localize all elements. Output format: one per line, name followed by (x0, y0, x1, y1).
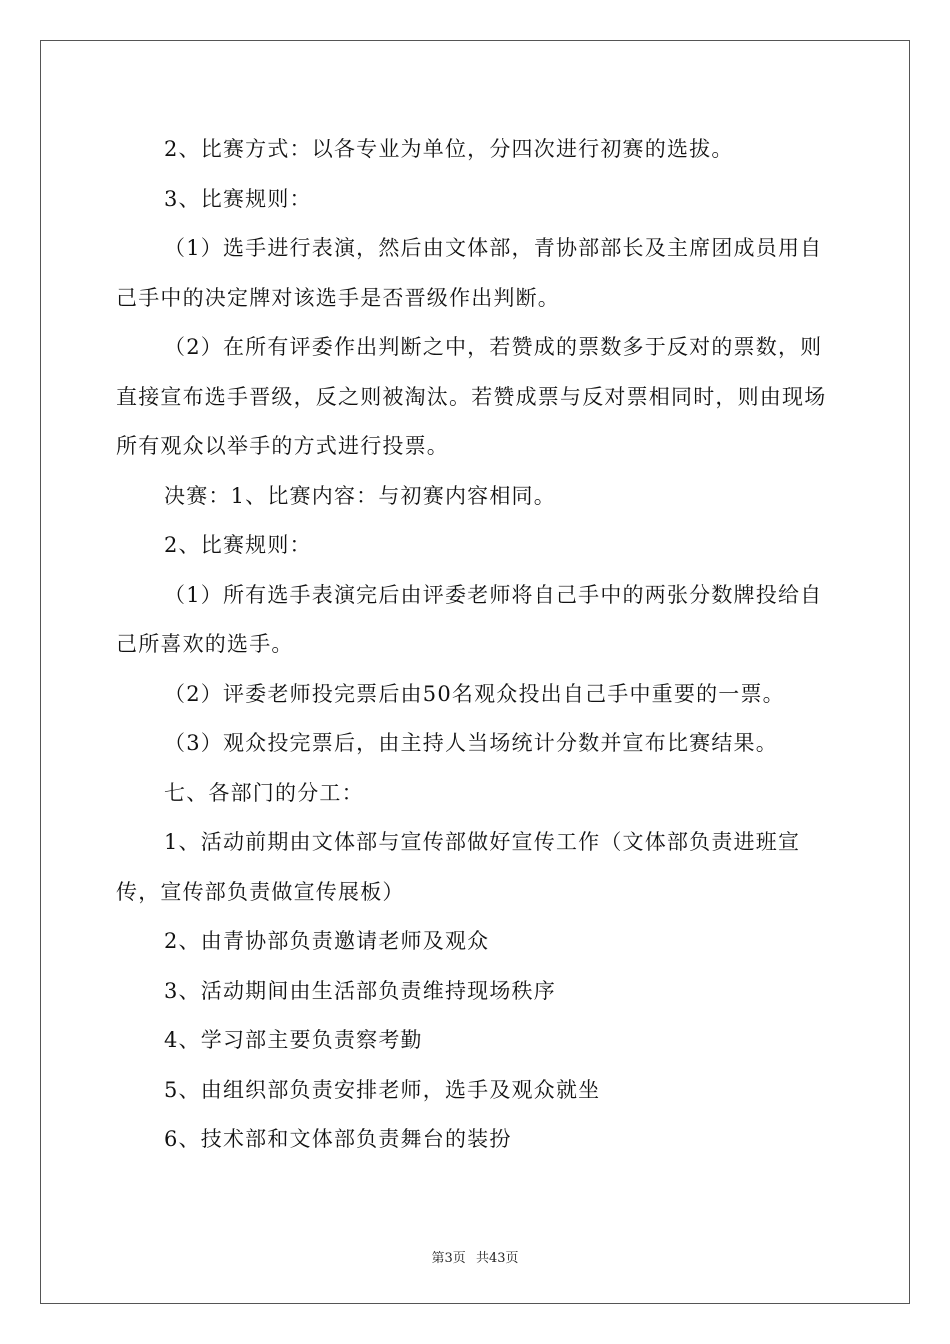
paragraph-competition-format: 2、比赛方式：以各专业为单位，分四次进行初赛的选拔。 (164, 137, 734, 161)
paragraph-division-6: 6、技术部和文体部负责舞台的装扮 (164, 1127, 512, 1151)
paragraph-final-rule-2: （2）评委老师投完票后由50名观众投出自己手中重要的一票。 (164, 681, 785, 706)
page-number: 第3页 (431, 1251, 466, 1266)
paragraph-division-1: 1、活动前期由文体部与宣传部做好宣传工作（文体部负责进班宣传，宣传部负责做宣传展板） (116, 830, 801, 904)
paragraph-division-3: 3、活动期间由生活部负责维持现场秩序 (164, 978, 556, 1003)
paragraph-division-4: 4、学习部主要负责察考勤 (164, 1028, 423, 1052)
document-body (116, 125, 836, 1165)
paragraph-division-5: 5、由组织部负责安排老师，选手及观众就坐 (164, 1077, 601, 1102)
page-footer (0, 1247, 950, 1266)
paragraph-division-heading: 七、各部门的分工： (164, 780, 364, 805)
paragraph-final-rule-1: （1）所有选手表演完后由评委老师将自己手中的两张分数牌投给自己所喜欢的选手。 (116, 582, 823, 656)
paragraph-rules-heading: 3、比赛规则： (164, 186, 312, 211)
paragraph-final-rules-heading: 2、比赛规则： (164, 533, 312, 557)
paragraph-rule-2: （2）在所有评委作出判断之中，若赞成的票数多于反对的票数，则直接宣布选手晋级，反之则被淘汰。若赞成票与反对票相同时，则由现场所有观众以举手的方式进行投票。 (116, 335, 827, 458)
paragraph-division-2: 2、由青协部负责邀请老师及观众 (164, 929, 490, 953)
paragraph-rule-1: （1）选手进行表演，然后由文体部，青协部部长及主席团成员用自己手中的决定牌对该选手是否晋级作出判断。 (116, 236, 823, 310)
total-pages: 共43页 (475, 1251, 519, 1266)
paragraph-final-content: 决赛：1、比赛内容：与初赛内容相同。 (164, 483, 556, 508)
paragraph-final-rule-3: （3）观众投完票后，由主持人当场统计分数并宣布比赛结果。 (164, 731, 778, 755)
